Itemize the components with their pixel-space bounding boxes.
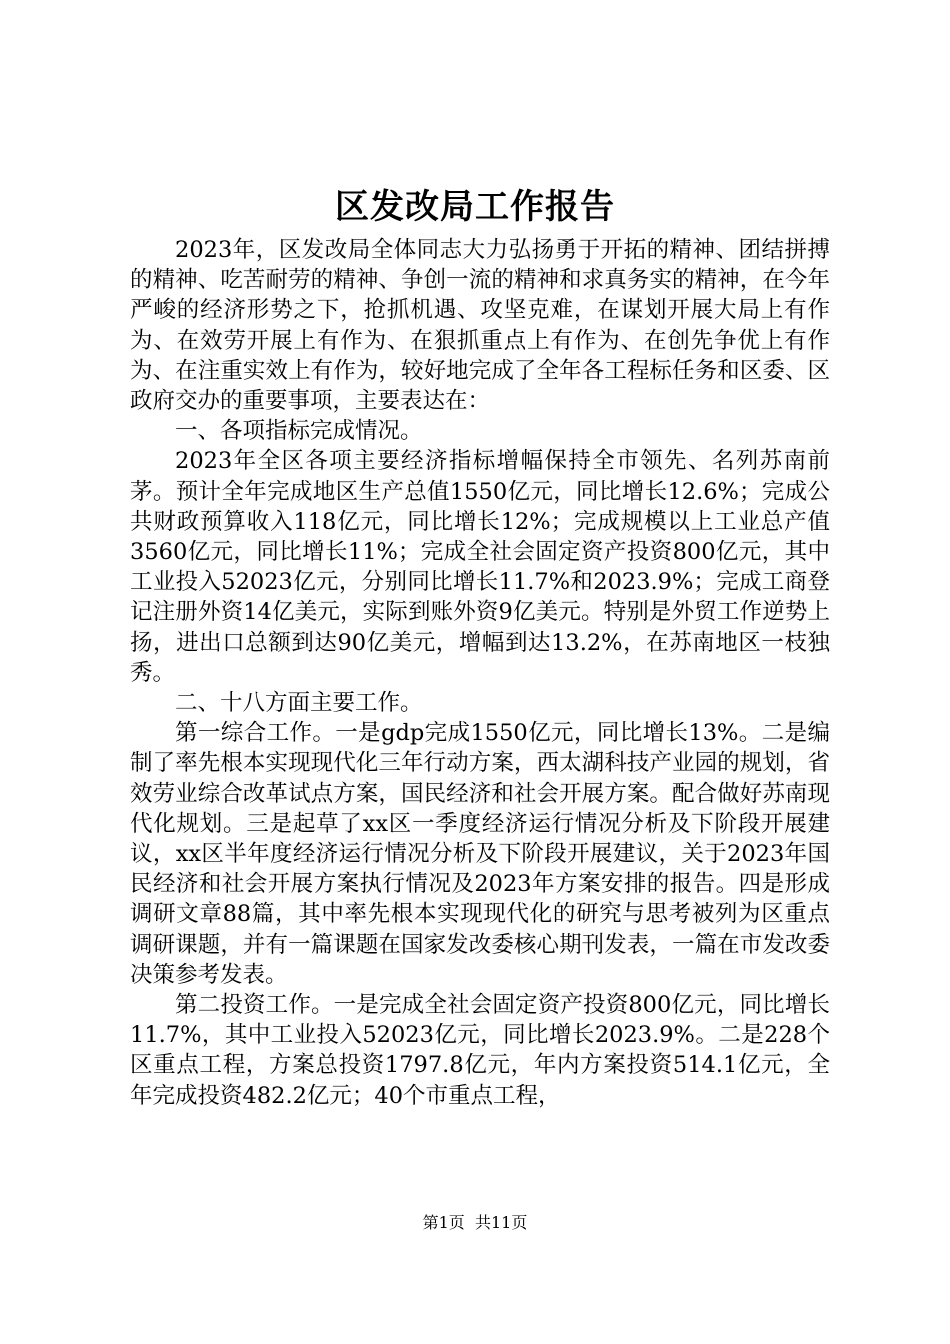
footer-gap	[465, 1213, 475, 1232]
section-heading-2: 二、十八方面主要工作。	[175, 690, 423, 717]
page-footer	[0, 1212, 950, 1234]
page-total: 共11页	[474, 1213, 528, 1232]
paragraph-investment-work: 第二投资工作。一是完成全社会固定资产投资800亿元，同比增长11.7%，其中工业投入52023亿元，同比增长2023.9%。二是228个区重点工程，方案总投资1797.8亿元，年内方案投资514.1亿元，全年完成投资482.2亿元；40个市重点工程，	[130, 992, 830, 1109]
paragraph-comprehensive-work: 第一综合工作。一是gdp完成1550亿元，同比增长13%。二是编制了率先根本实现现代化三年行动方案，西太湖科技产业园的规划，省效劳业综合改革试点方案，国民经济和社会开展方案。配合做好苏南现代化规划。三是起草了xx区一季度经济运行情况分析及下阶段开展建议，xx区半年度经济运行情况分析及下阶段开展建议，关于2023年国民经济和社会开展方案执行情况及2023年方案安排的报告。四是形成调研文章88篇，其中率先根本实现现代化的研究与思考被列为区重点调研课题，并有一篇课题在国家发改委核心期刊发表，一篇在市发改委决策参考发表。	[130, 720, 830, 988]
document-title: 区发改局工作报告	[335, 187, 615, 227]
page-number: 第1页	[422, 1213, 465, 1232]
document-body	[130, 235, 830, 1111]
paragraph-intro: 2023年，区发改局全体同志大力弘扬勇于开拓的精神、团结拼搏的精神、吃苦耐劳的精神、争创一流的精神和求真务实的精神，在今年严峻的经济形势之下，抢抓机遇、攻坚克难，在谋划开展大局上有作为、在效劳开展上有作为、在狠抓重点上有作为、在创先争优上有作为、在注重实效上有作为，较好地完成了全年各工程标任务和区委、区政府交办的重要事项，主要表达在：	[130, 237, 830, 415]
section-heading-1: 一、各项指标完成情况。	[175, 418, 423, 445]
paragraph-indicators: 2023年全区各项主要经济指标增幅保持全市领先、名列苏南前茅。预计全年完成地区生产总值1550亿元，同比增长12.6%；完成公共财政预算收入118亿元，同比增长12%；完成规模以上工业总产值3560亿元，同比增长11%；完成全社会固定资产投资800亿元，其中工业投入52023亿元，分别同比增长11.7%和2023.9%；完成工商登记注册外资14亿美元，实际到账外资9亿美元。特别是外贸工作逆势上扬，进出口总额到达90亿美元，增幅到达13.2%，在苏南地区一枝独秀。	[130, 448, 830, 686]
